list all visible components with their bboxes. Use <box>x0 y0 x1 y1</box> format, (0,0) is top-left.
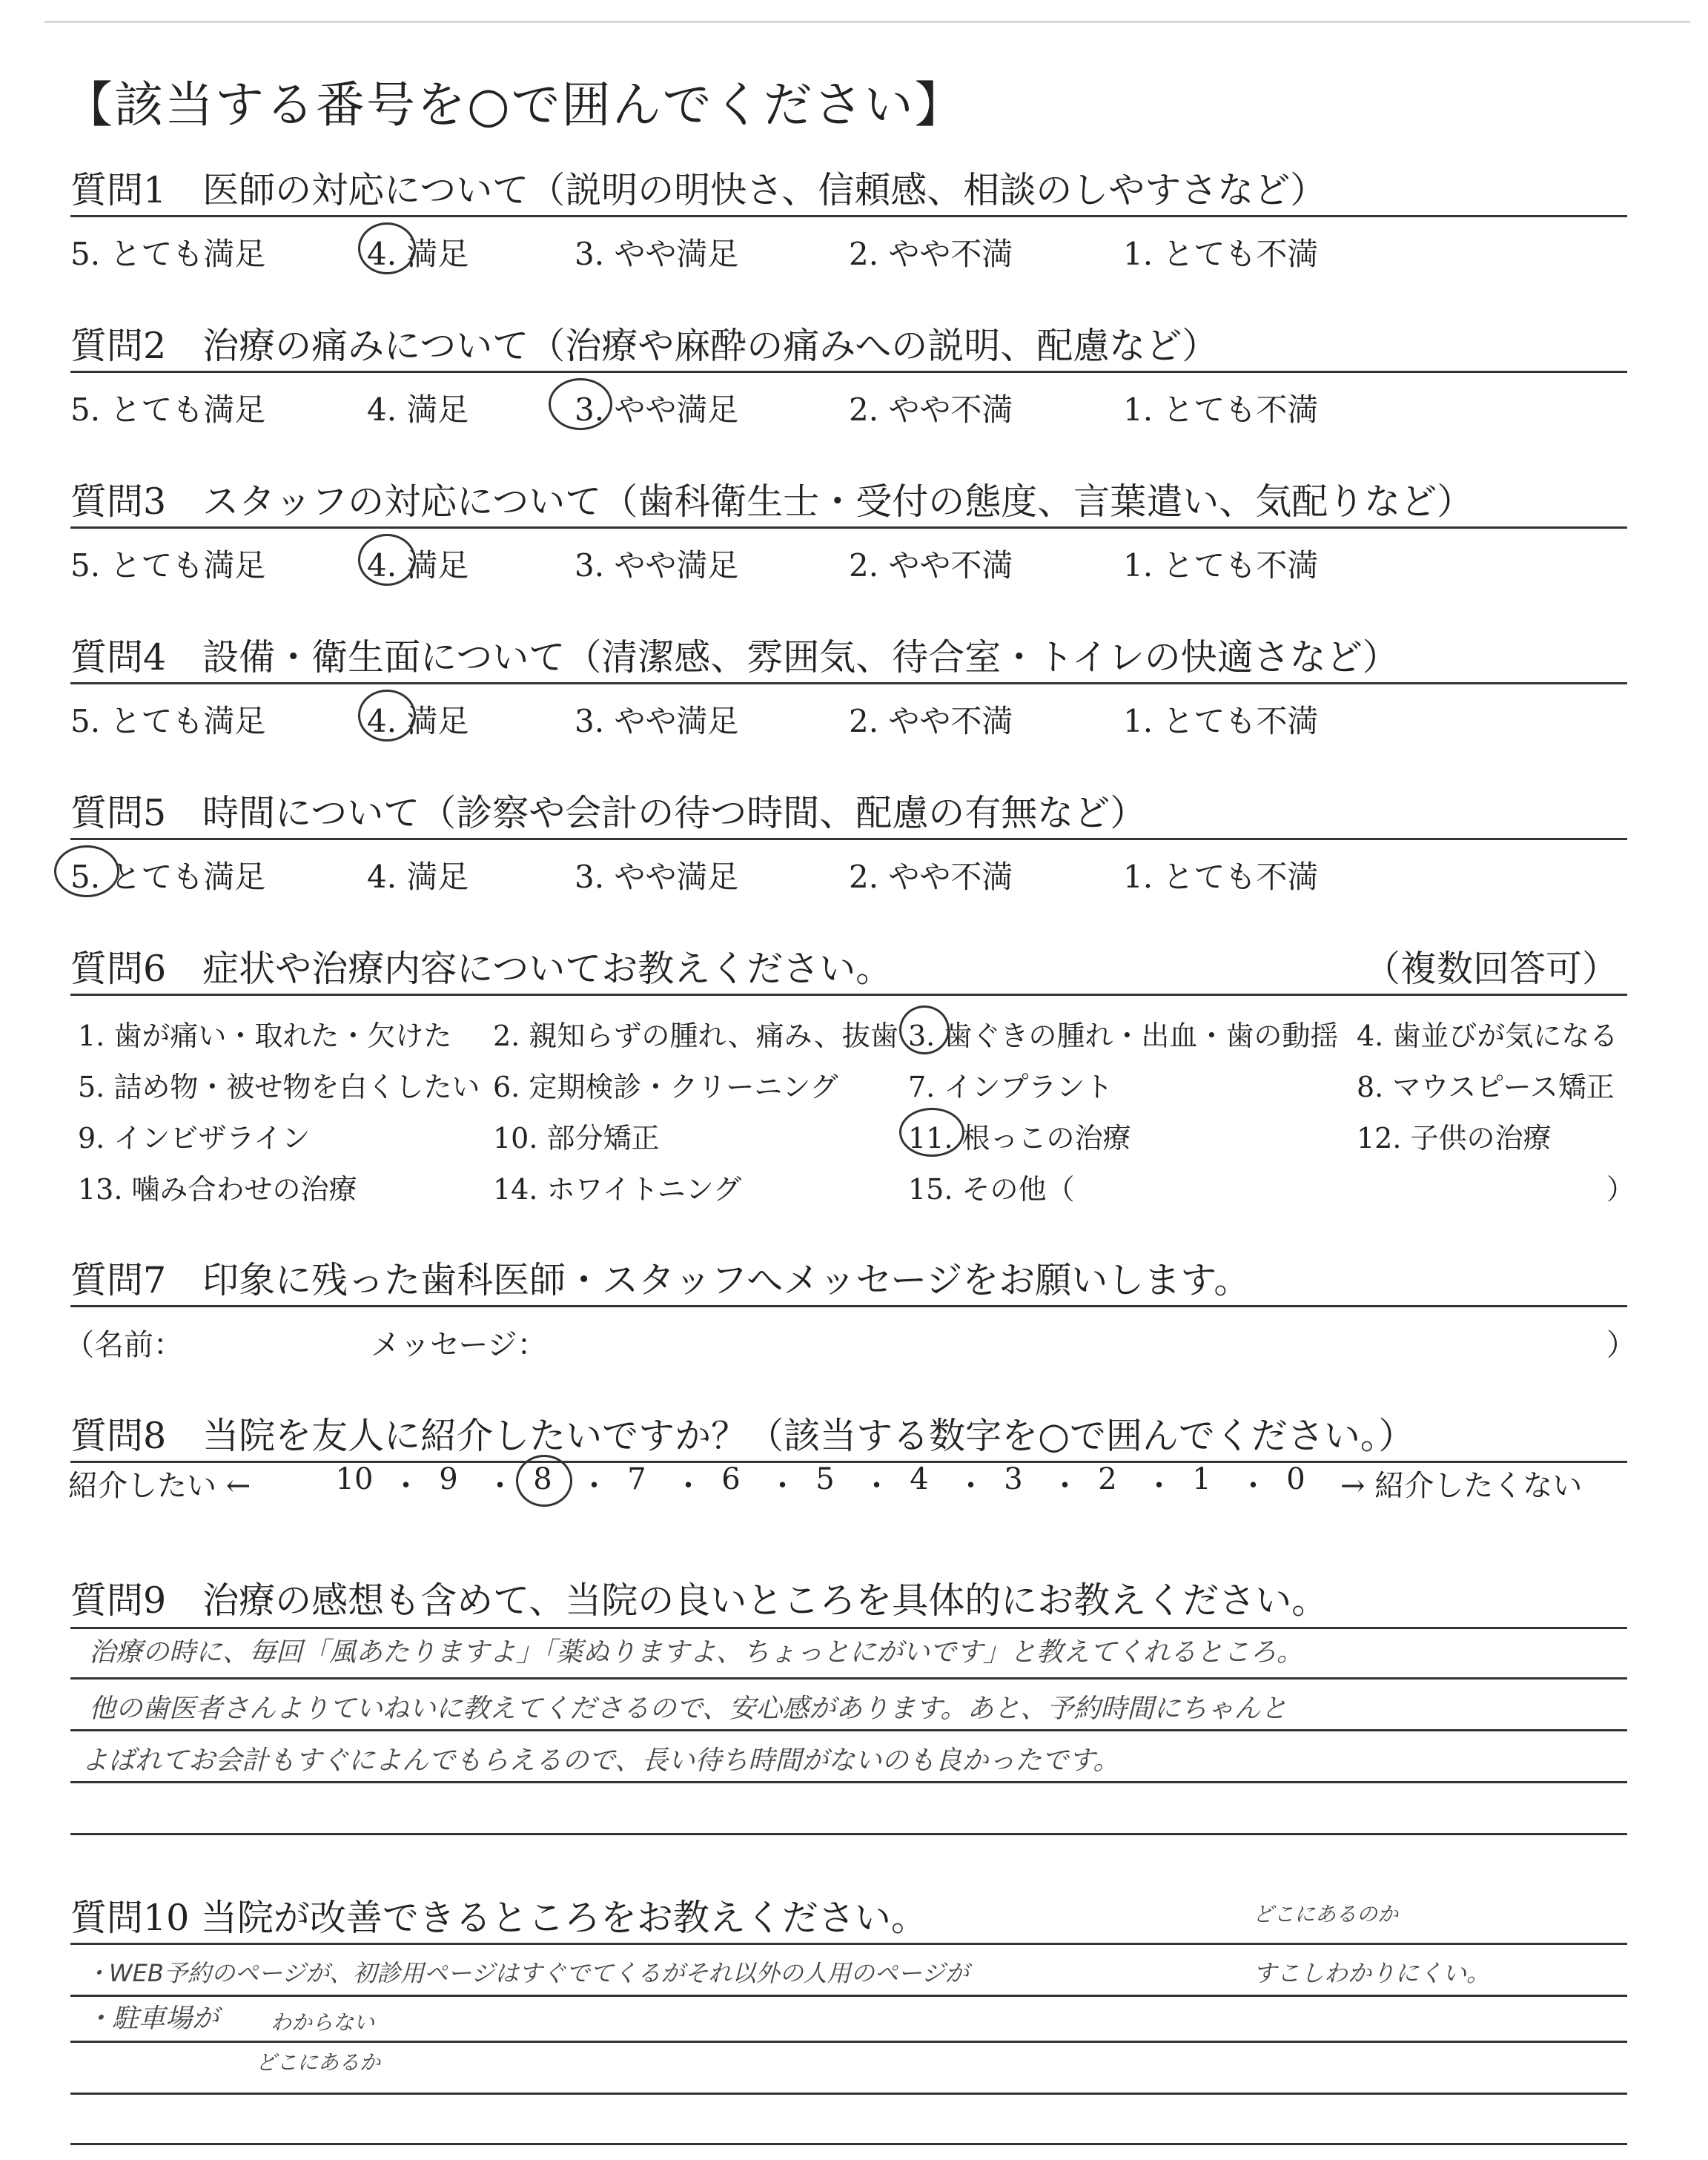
question-5-rule <box>70 838 1627 840</box>
q7-name-label: （名前： <box>64 1328 183 1362</box>
q3-option-4[interactable]: 4. 満足 <box>367 547 469 584</box>
q1-option-1[interactable]: 1. とても不満 <box>1123 236 1319 272</box>
q9-ruled-line-2 <box>70 1729 1627 1731</box>
q8-number-4[interactable]: 4 <box>910 1462 929 1496</box>
page-header: 【該当する番号を○で囲んでください】 <box>64 76 965 133</box>
q9-handwritten-line-1: 治療の時に、毎回「風あたりますよ」「薬ぬりますよ、ちょっとにがいです」と教えてくれるところ。 <box>89 1637 1304 1668</box>
question-1-title: 質問1 医師の対応について（説明の明快さ、信頼感、相談のしやすさなど） <box>70 169 1327 211</box>
q6-option-12[interactable]: 12. 子供の治療 <box>1357 1122 1552 1155</box>
q2-option-1[interactable]: 1. とても不満 <box>1123 392 1319 428</box>
q8-number-1[interactable]: 1 <box>1192 1462 1211 1496</box>
question-2-title: 質問2 治療の痛みについて（治療や麻酔の痛みへの説明、配慮など） <box>70 325 1219 367</box>
q10-ruled-line-1 <box>70 1995 1627 1997</box>
q8-separator-dot: ・ <box>579 1469 609 1503</box>
q6-option-9[interactable]: 9. インビザライン <box>78 1122 311 1155</box>
q1-option-2[interactable]: 2. やや不満 <box>849 236 1013 272</box>
q4-selection-circle <box>358 690 416 742</box>
q8-separator-dot: ・ <box>391 1469 421 1503</box>
q7-close: ） <box>1606 1328 1636 1362</box>
question-2-rule <box>70 371 1627 373</box>
q10-handwritten-line-2: ・駐車場が <box>85 2004 219 2034</box>
q10-handwritten-line-1-end: すこしわかりにくい。 <box>1253 1959 1491 1987</box>
q10-handwritten-line-2-end: わからない <box>271 2010 375 2035</box>
q8-number-0[interactable]: 0 <box>1286 1462 1305 1496</box>
q3-option-1[interactable]: 1. とても不満 <box>1123 547 1319 584</box>
q8-number-2[interactable]: 2 <box>1098 1462 1117 1496</box>
question-7 <box>64 1252 1636 1362</box>
q10-ruled-line-2 <box>70 2041 1627 2043</box>
q6-option-1[interactable]: 1. 歯が痛い・取れた・欠けた <box>78 1020 452 1052</box>
q3-option-5[interactable]: 5. とても満足 <box>70 547 266 584</box>
q10-handwritten-line-1: ・WEB予約のページが、初診用ページはすぐでてくるがそれ以外の人用のページが <box>85 1959 969 1987</box>
q4-option-3[interactable]: 3. やや満足 <box>575 703 739 739</box>
q6-option-2[interactable]: 2. 親知らずの腫れ、痛み、抜歯 <box>493 1020 898 1052</box>
q9-ruled-line-3 <box>70 1781 1627 1783</box>
q6-option-15[interactable]: 15. その他（ <box>908 1173 1075 1206</box>
question-8 <box>70 1407 1627 1459</box>
question-9-title: 質問9 治療の感想も含めて、当院の良いところを具体的にお教えください。 <box>70 1579 1328 1622</box>
q8-right-label: → 紹介したくない <box>1340 1469 1583 1503</box>
q8-number-6[interactable]: 6 <box>721 1462 741 1496</box>
q10-annotation-2: どこにあるか <box>256 2050 381 2075</box>
question-5 <box>70 785 1627 895</box>
q10-ruled-line-3 <box>70 2093 1627 2095</box>
question-6-rule <box>70 994 1627 996</box>
q3-selection-circle <box>358 534 416 586</box>
q6-option-5[interactable]: 5. 詰め物・被せ物を白くしたい <box>78 1071 480 1103</box>
q8-separator-dot: ・ <box>485 1469 515 1503</box>
question-3 <box>70 473 1627 584</box>
question-2 <box>70 317 1627 428</box>
question-4 <box>70 629 1627 739</box>
q1-option-3[interactable]: 3. やや満足 <box>575 236 739 272</box>
question-6 <box>70 940 1635 1206</box>
q2-option-2[interactable]: 2. やや不満 <box>849 392 1013 428</box>
q10-ruled-line-4 <box>70 2143 1627 2145</box>
q1-option-5[interactable]: 5. とても満足 <box>70 236 266 272</box>
q6-option-4[interactable]: 4. 歯並びが気になる <box>1357 1020 1618 1052</box>
q9-handwritten-line-3: よばれてお会計もすぐによんでもらえるので、長い待ち時間がないのも良かったです。 <box>82 1745 1120 1776</box>
q10-annotation-1: どこにあるのか <box>1253 1902 1399 1926</box>
q3-option-3[interactable]: 3. やや満足 <box>575 547 739 584</box>
q5-selection-circle <box>54 845 119 897</box>
q9-ruled-line-4 <box>70 1833 1627 1835</box>
q6-option-13[interactable]: 13. 噛み合わせの治療 <box>78 1173 357 1206</box>
q8-number-8[interactable]: 8 <box>533 1462 552 1496</box>
q5-option-2[interactable]: 2. やや不満 <box>849 859 1013 895</box>
q4-option-1[interactable]: 1. とても不満 <box>1123 703 1319 739</box>
q8-separator-dot: ・ <box>1050 1469 1080 1503</box>
question-9 <box>70 1572 1627 1624</box>
q8-separator-dot: ・ <box>956 1469 986 1503</box>
q8-separator-dot: ・ <box>1238 1469 1268 1503</box>
question-3-rule <box>70 526 1627 529</box>
q6-option-3[interactable]: 3. 歯ぐきの腫れ・出血・歯の動揺 <box>908 1020 1339 1052</box>
q5-option-5[interactable]: 5. とても満足 <box>70 859 266 895</box>
question-9-rule <box>70 1627 1627 1629</box>
q8-left-label: 紹介したい ← <box>68 1469 251 1503</box>
question-4-rule <box>70 682 1627 684</box>
q2-selection-circle <box>549 378 612 430</box>
q2-option-3[interactable]: 3. やや満足 <box>575 392 739 428</box>
q5-option-1[interactable]: 1. とても不満 <box>1123 859 1319 895</box>
q6-option-6[interactable]: 6. 定期検診・クリーニング <box>493 1071 838 1103</box>
q6-other-close: ） <box>1606 1173 1635 1206</box>
q8-number-9[interactable]: 9 <box>439 1462 458 1496</box>
q4-option-2[interactable]: 2. やや不満 <box>849 703 1013 739</box>
q7-message-label: メッセージ： <box>371 1328 547 1362</box>
scan-edge <box>44 21 1690 23</box>
q2-option-5[interactable]: 5. とても満足 <box>70 392 266 428</box>
question-10-rule <box>70 1943 1627 1945</box>
question-6-title: 質問6 症状や治療内容についてお教えください。 <box>70 948 893 990</box>
question-7-rule <box>70 1305 1627 1307</box>
q1-selection-circle <box>358 222 416 274</box>
q8-separator-dot: ・ <box>673 1469 704 1503</box>
q5-option-3[interactable]: 3. やや満足 <box>575 859 739 895</box>
question-3-title: 質問3 スタッフの対応について（歯科衛生士・受付の態度、言葉遣い、気配りなど） <box>70 480 1474 523</box>
question-5-title: 質問5 時間について（診察や会計の待つ時間、配慮の有無など） <box>70 792 1147 834</box>
q8-separator-dot: ・ <box>1144 1469 1174 1503</box>
q8-number-10[interactable]: 10 <box>335 1462 374 1496</box>
q8-separator-dot: ・ <box>861 1469 892 1503</box>
question-4-title: 質問4 設備・衛生面について（清潔感、雰囲気、待合室・トイレの快適さなど） <box>70 636 1399 678</box>
q3-option-2[interactable]: 2. やや不満 <box>849 547 1013 584</box>
q9-handwritten-line-2: 他の歯医者さんよりていねいに教えてくださるので、安心感があります。あと、予約時間にちゃんと <box>89 1694 1288 1724</box>
q8-number-5[interactable]: 5 <box>815 1462 835 1496</box>
question-1 <box>70 162 1627 272</box>
q6-selection-circle-3 <box>899 1005 950 1054</box>
q6-option-11[interactable]: 11. 根っこの治療 <box>908 1122 1131 1155</box>
q4-option-5[interactable]: 5. とても満足 <box>70 703 266 739</box>
q8-selection-circle <box>516 1455 572 1507</box>
q5-option-4[interactable]: 4. 満足 <box>367 859 469 895</box>
q8-number-7[interactable]: 7 <box>627 1462 646 1496</box>
question-8-title: 質問8 当院を友人に紹介したいですか？（該当する数字を○で囲んでください。） <box>70 1415 1415 1457</box>
q6-option-7[interactable]: 7. インプラント <box>908 1071 1113 1103</box>
question-7-title: 質問7 印象に残った歯科医師・スタッフへメッセージをお願いします。 <box>70 1259 1251 1301</box>
q4-option-4[interactable]: 4. 満足 <box>367 703 469 739</box>
q6-option-10[interactable]: 10. 部分矯正 <box>493 1122 660 1155</box>
q9-ruled-line-1 <box>70 1677 1627 1680</box>
q6-selection-circle-11 <box>899 1108 964 1157</box>
q6-option-8[interactable]: 8. マウスピース矯正 <box>1357 1071 1615 1103</box>
q1-option-4[interactable]: 4. 満足 <box>367 236 469 272</box>
question-6-note: （複数回答可） <box>1364 948 1619 990</box>
q8-separator-dot: ・ <box>767 1469 798 1503</box>
q2-option-4[interactable]: 4. 満足 <box>367 392 469 428</box>
q8-number-3[interactable]: 3 <box>1004 1462 1023 1496</box>
question-10-title: 質問10 当院が改善できるところをお教えください。 <box>70 1897 927 1939</box>
q6-option-14[interactable]: 14. ホワイトニング <box>493 1173 742 1206</box>
question-1-rule <box>70 215 1627 217</box>
